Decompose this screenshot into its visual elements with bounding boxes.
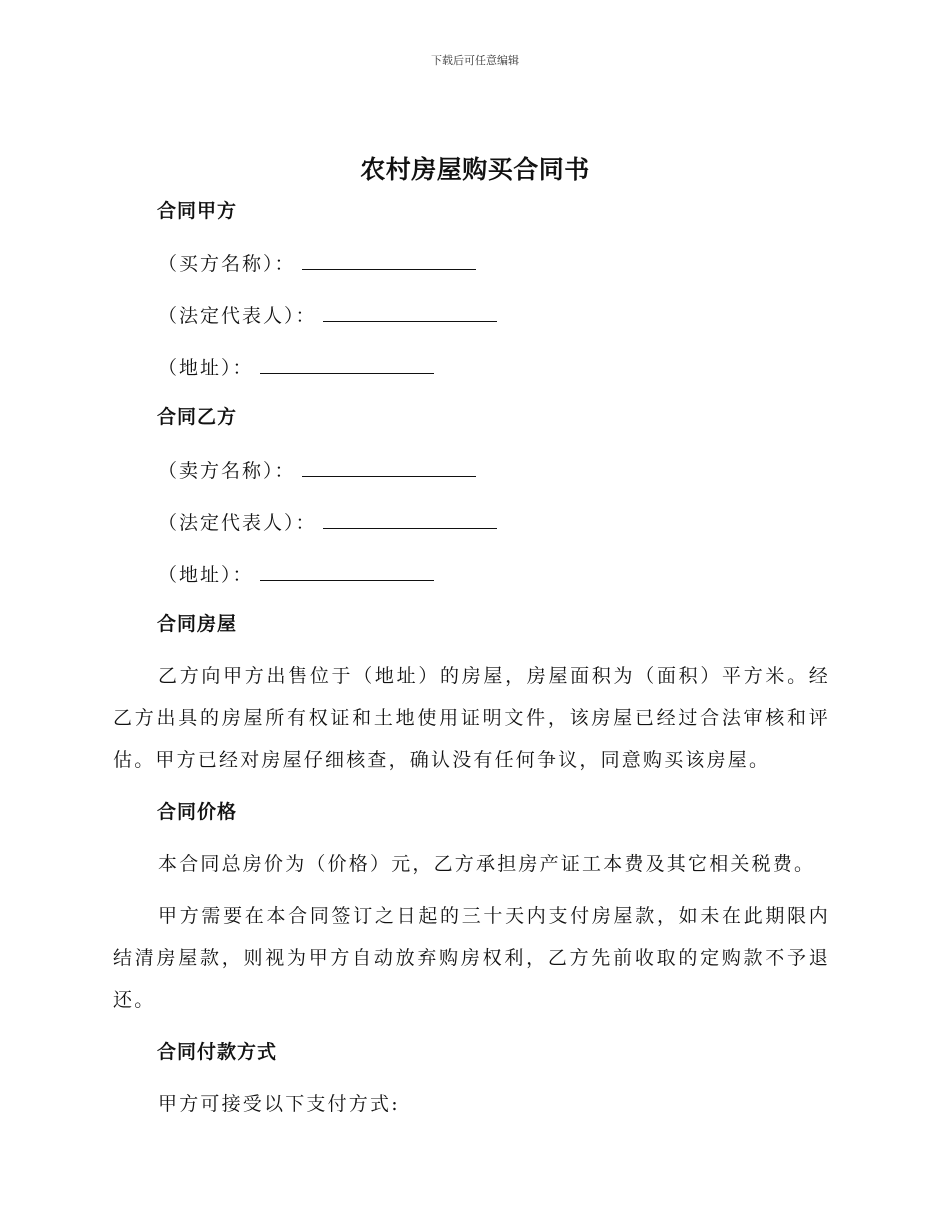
buyer-name-label: （买方名称）： (158, 253, 296, 275)
seller-representative-field (158, 507, 497, 537)
house-heading: 合同房屋 (157, 613, 238, 635)
seller-representative-blank (323, 507, 497, 529)
seller-address-blank (260, 559, 434, 581)
price-heading: 合同价格 (157, 801, 238, 823)
header-note: 下载后可任意编辑 (431, 54, 519, 67)
party-b-heading: 合同乙方 (157, 406, 238, 428)
document-title: 农村房屋购买合同书 (360, 155, 590, 184)
buyer-representative-blank (323, 300, 497, 322)
house-paragraph: 乙方向甲方出售位于（地址）的房屋，房屋面积为（面积）平方米。经乙方出具的房屋所有权证和土地使用证明文件，该房屋已经过合法审核和评估。甲方已经对房屋仔细核查，确认没有任何争议，同意购买该房屋。 (113, 665, 830, 771)
buyer-name-field (158, 248, 476, 278)
buyer-representative-field (158, 300, 497, 330)
party-a-heading: 合同甲方 (157, 200, 238, 222)
payment-paragraph: 甲方可接受以下支付方式: (158, 1093, 400, 1115)
seller-representative-label: （法定代表人）： (158, 512, 317, 534)
seller-name-field (158, 455, 476, 485)
payment-heading: 合同付款方式 (157, 1041, 278, 1063)
buyer-address-label: （地址）： (158, 357, 254, 379)
buyer-address-blank (260, 352, 434, 374)
price-paragraph-2: 甲方需要在本合同签订之日起的三十天内支付房屋款，如未在此期限内结清房屋款，则视为甲方自动放弃购房权利，乙方先前收取的定购款不予退还。 (113, 905, 830, 1011)
seller-address-field (158, 559, 434, 589)
buyer-representative-label: （法定代表人）： (158, 305, 317, 327)
buyer-name-blank (302, 248, 476, 270)
price-paragraph-1: 本合同总房价为（价格）元，乙方承担房产证工本费及其它相关税费。 (158, 853, 816, 875)
seller-address-label: （地址）： (158, 564, 254, 586)
seller-name-label: （卖方名称）： (158, 460, 296, 482)
seller-name-blank (302, 455, 476, 477)
buyer-address-field (158, 352, 434, 382)
